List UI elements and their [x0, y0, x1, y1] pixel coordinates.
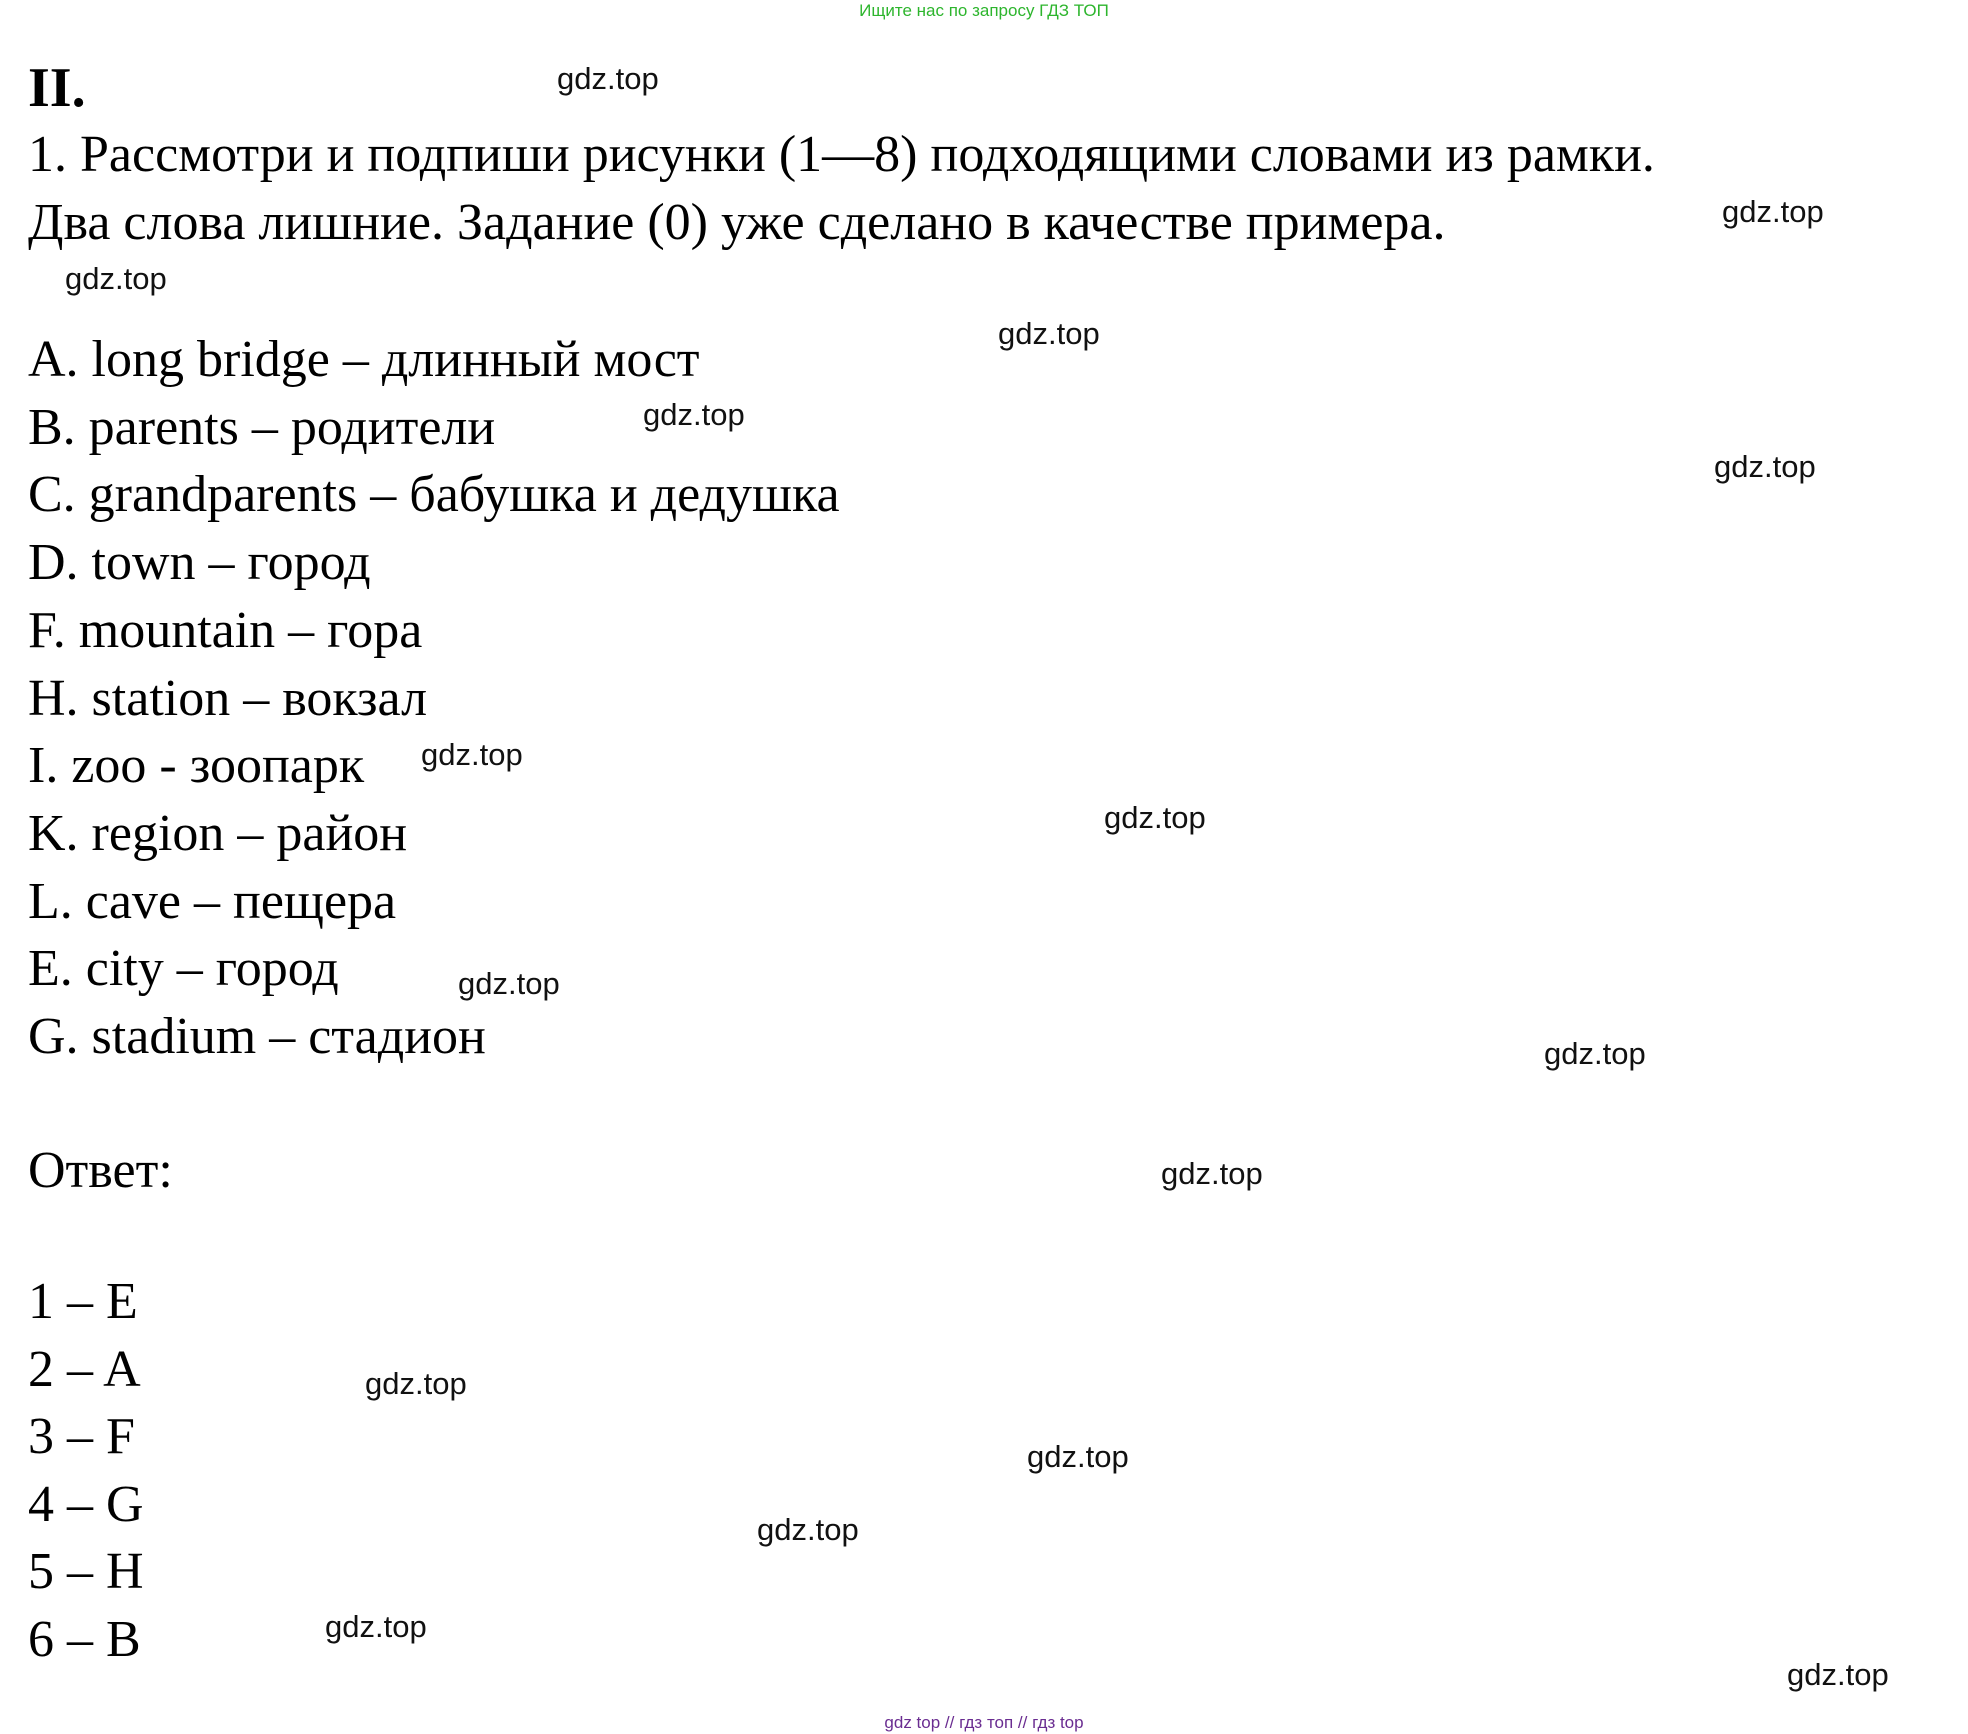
watermark: gdz.top	[557, 61, 659, 96]
vocabulary-item: G. stadium – стадион	[28, 1008, 486, 1066]
watermark: gdz.top	[1161, 1156, 1263, 1191]
section-heading: II.	[28, 57, 86, 119]
vocabulary-item: B. parents – родители	[28, 398, 496, 456]
answer-item: 1 – E	[28, 1273, 138, 1330]
watermark: gdz.top	[325, 1609, 427, 1644]
top-banner: Ищите нас по запросу ГДЗ ТОП	[859, 1, 1109, 20]
watermark: gdz.top	[1714, 449, 1816, 484]
vocabulary-list	[28, 326, 840, 1071]
watermark: gdz.top	[365, 1366, 467, 1401]
watermark: gdz.top	[1787, 1657, 1889, 1692]
watermark: gdz.top	[757, 1512, 859, 1547]
watermark: gdz.top	[998, 316, 1100, 351]
watermark: gdz.top	[1027, 1439, 1129, 1474]
watermark: gdz.top	[1722, 194, 1824, 229]
footer: gdz top // гдз топ // гдз top	[884, 1713, 1084, 1732]
instruction-line-1: 1. Рассмотри и подпиши рисунки (1—8) подходящими словами из рамки.	[28, 126, 1655, 183]
answer-item: 5 – H	[28, 1543, 144, 1600]
watermark: gdz.top	[421, 737, 523, 772]
watermark: gdz.top	[643, 397, 745, 432]
vocabulary-item: C. grandparents – бабушка и дедушка	[28, 466, 840, 524]
watermark: gdz.top	[65, 261, 167, 296]
watermark: gdz.top	[1104, 800, 1206, 835]
vocabulary-item: A. long bridge – длинный мост	[28, 331, 700, 388]
answer-item: 4 – G	[28, 1475, 144, 1533]
vocabulary-item: I. zoo - зоопарк	[28, 737, 365, 795]
vocabulary-item: K. region – район	[28, 804, 408, 862]
vocabulary-item: H. station – вокзал	[28, 669, 428, 727]
watermark: gdz.top	[1544, 1036, 1646, 1071]
instruction-line-2: Два слова лишние. Задание (0) уже сделано в качестве примера.	[28, 194, 1446, 251]
vocabulary-item: L. cave – пещера	[28, 872, 397, 930]
answer-item: 2 – A	[28, 1340, 141, 1398]
vocabulary-item: E. city – город	[28, 940, 339, 998]
answer-item: 3 – F	[28, 1408, 135, 1465]
answer-item: 6 – B	[28, 1610, 141, 1668]
vocabulary-item: F. mountain – гора	[28, 601, 423, 659]
watermark: gdz.top	[458, 966, 560, 1001]
answer-list	[28, 1268, 144, 1673]
answer-label: Ответ:	[28, 1142, 173, 1199]
vocabulary-item: D. town – город	[28, 534, 371, 592]
